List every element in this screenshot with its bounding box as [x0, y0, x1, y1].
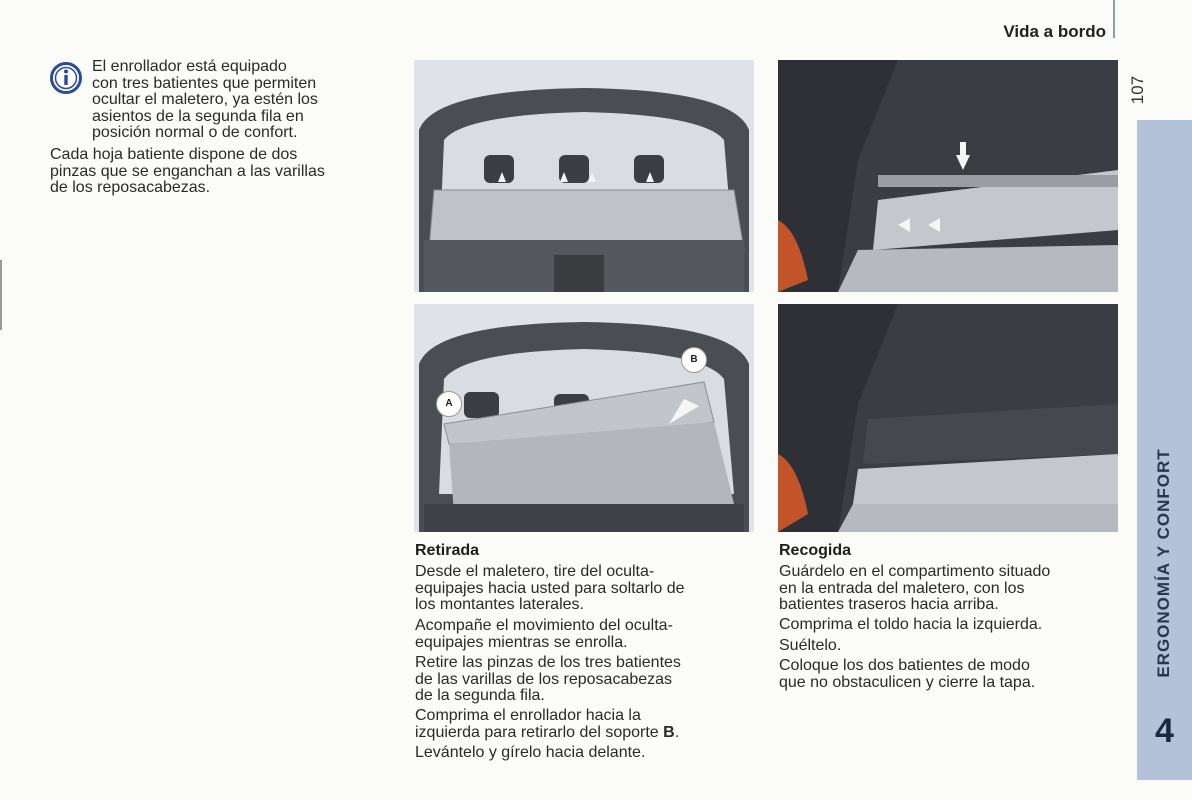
- retirada-heading: Retirada: [415, 542, 480, 559]
- intro-line: Cada hoja batiente dispone de dos: [50, 146, 298, 163]
- label-b-text: B: [690, 354, 698, 365]
- info-line: posición normal o de confort.: [92, 124, 298, 141]
- left-edge-mark: [0, 260, 2, 330]
- retirada-line: [415, 725, 679, 742]
- label-a-marker: [436, 391, 462, 417]
- label-a-text: A: [445, 398, 453, 409]
- retirada-line-text: izquierda para retirarlo del soporte: [415, 723, 664, 741]
- trunk-cover-photo-4: [778, 304, 1118, 532]
- trunk-cover-photo-3: [414, 304, 754, 532]
- retirada-line: Desde el maletero, tire del oculta-: [415, 563, 655, 580]
- retirada-line: de las varillas de los reposacabezas: [415, 670, 673, 688]
- recogida-line: Suéltelo.: [779, 637, 842, 654]
- header-rule: [1113, 0, 1115, 38]
- page-number: 107: [1128, 75, 1147, 105]
- info-line: con tres batientes que permiten: [92, 74, 317, 92]
- retirada-line-end: .: [674, 723, 680, 741]
- chapter-label: ERGONOMÍA Y CONFORT: [1154, 448, 1173, 678]
- retirada-line: Levántelo y gírelo hacia delante.: [415, 744, 646, 761]
- support-label-b: B: [663, 723, 675, 741]
- trunk-cover-photo-1: [414, 60, 754, 292]
- info-line: El enrollador está equipado: [92, 58, 287, 75]
- intro-line: de los reposacabezas.: [50, 179, 211, 196]
- retirada-line: Acompañe el movimiento del oculta-: [415, 617, 673, 634]
- retirada-line: equipajes mientras se enrolla.: [415, 633, 628, 651]
- info-icon: [50, 62, 82, 94]
- recogida-line: batientes traseros hacia arriba.: [779, 596, 999, 613]
- intro-line: pinzas que se enganchan a las varillas: [50, 162, 325, 180]
- recogida-line: Coloque los dos batientes de modo: [779, 657, 1030, 674]
- label-b-marker: [681, 347, 707, 373]
- retirada-line: equipajes hacia usted para soltarlo de: [415, 579, 685, 597]
- info-line: ocultar el maletero, ya estén los: [92, 91, 318, 108]
- recogida-line: en la entrada del maletero, con los: [779, 579, 1025, 597]
- trunk-cover-photo-2: [778, 60, 1118, 292]
- recogida-line: Comprima el toldo hacia la izquierda.: [779, 616, 1043, 633]
- chapter-number: 4: [1155, 712, 1174, 750]
- recogida-heading: Recogida: [779, 542, 852, 559]
- section-title: Vida a bordo: [1003, 22, 1106, 41]
- retirada-line: los montantes laterales.: [415, 596, 584, 613]
- retirada-line: Comprima el enrollador hacia la: [415, 707, 641, 724]
- retirada-line: de la segunda fila.: [415, 687, 545, 704]
- recogida-line: Guárdelo en el compartimento situado: [779, 563, 1051, 580]
- retirada-line: Retire las pinzas de los tres batientes: [415, 654, 681, 671]
- recogida-line: que no obstaculicen y cierre la tapa.: [779, 673, 1036, 691]
- info-line: asientos de la segunda fila en: [92, 107, 304, 125]
